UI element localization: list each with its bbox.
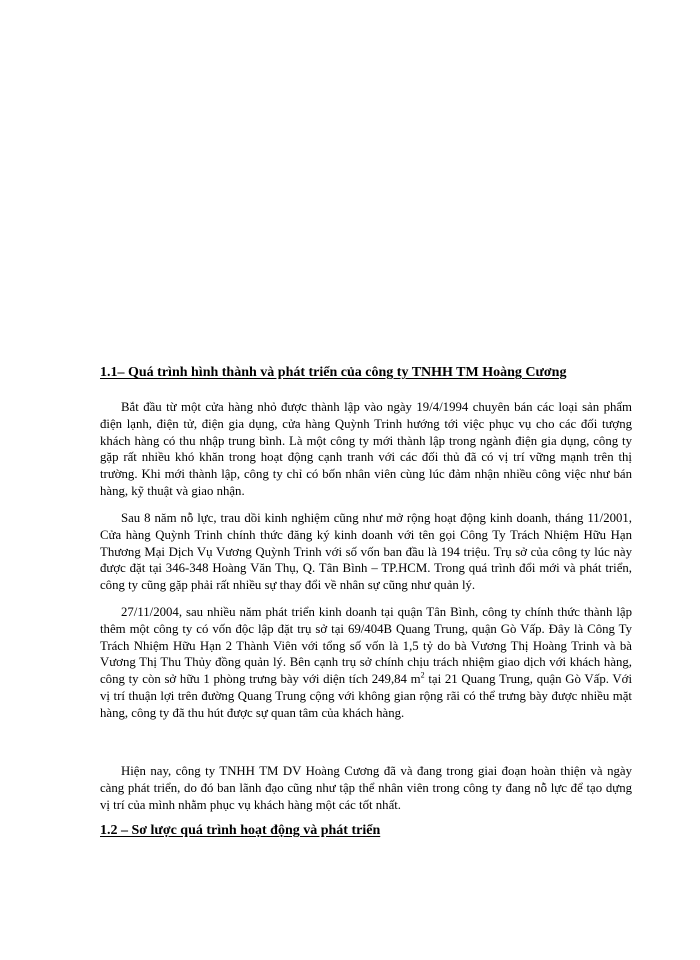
paragraph-current-status: Hiện nay, công ty TNHH TM DV Hoàng Cương đã và đang trong giai đoạn hoàn thiện và ngày càng phát triển, do đó ban lãnh đạo cũng như tập thể nhân viên trong công ty đang nỗ lực để tạo dựng vị trí của mình nhằm phục vụ khách hàng một các tốt nhất. bbox=[100, 764, 632, 812]
area-unit-superscript: 2 bbox=[420, 670, 425, 680]
section-heading-1-1: 1.1– Quá trình hình thành và phát triển của công ty TNHH TM Hoàng Cương bbox=[100, 365, 567, 380]
paragraph-history-expansion bbox=[100, 604, 632, 722]
paragraph-history-founding: Bắt đầu từ một cửa hàng nhỏ được thành lập vào ngày 19/4/1994 chuyên bán các loại sản phẩm điện lạnh, điện tử, điện gia dụng, cửa hàng Quỳnh Trinh hướng tới việc phục vụ cho các đối tượng khách hàng có thu nhập trung bình. Là một công ty mới thành lập trong ngành điện gia dụng, công ty gặp rất nhiều khó khăn trong hoạt động cạnh tranh với các đối thủ đã có vị trí vững mạnh trên thị trường. Khi mới thành lập, công ty chỉ có bốn nhân viên cùng lúc đảm nhận nhiều công việc như bán hàng, kỹ thuật và giao nhận. bbox=[100, 400, 632, 498]
paragraph-history-registration: Sau 8 năm nỗ lực, trau dồi kinh nghiệm cũng như mở rộng hoạt động kinh doanh, tháng 11/2001, Cửa hàng Quỳnh Trinh chính thức đăng ký kinh doanh với tên gọi Công Ty Trách Nhiệm Hữu Hạn Thương Mại Dịch Vụ Vương Quỳnh Trinh với số vốn ban đầu là 194 triệu. Trụ sở của công ty lúc này được đặt tại 346-348 Hoàng Văn Thụ, Q. Tân Bình – TP.HCM. Trong quá trình đổi mới và phát triển, công ty cũng gặp phải rất nhiều sự thay đổi về nhân sự cũng như quản lý. bbox=[100, 511, 632, 593]
section-heading-1-2: 1.2 – Sơ lược quá trình hoạt động và phát triển bbox=[100, 823, 381, 838]
paragraph-expansion-text-after: tại 21 Quang Trung, quận Gò Vấp. Với vị trí thuận lợi trên đường Quang Trung cộng với không gian rộng rãi có thể trưng bày được nhiều mặt hàng, công ty đã thu hút được sự quan tâm của khách hàng. bbox=[100, 672, 632, 720]
paragraph-expansion-text-before: 27/11/2004, sau nhiều năm phát triển kinh doanh tại quận Tân Bình, công ty chính thức thành lập thêm một công ty có vốn độc lập đặt trụ sở tại 69/404B Quang Trung, quận Gò Vấp. Đây là Công Ty Trách Nhiệm Hữu Hạn 2 Thành Viên với tổng số vốn là 1,5 tỷ do bà Vương Thị Hoàng Trinh và bà Vương Thị Thu Thủy đồng quản lý. Bên cạnh trụ sở chính chịu trách nhiệm giao dịch với khách hàng, công ty còn sở hữu 1 phòng trưng bày với diện tích 249,84 m bbox=[100, 605, 632, 687]
